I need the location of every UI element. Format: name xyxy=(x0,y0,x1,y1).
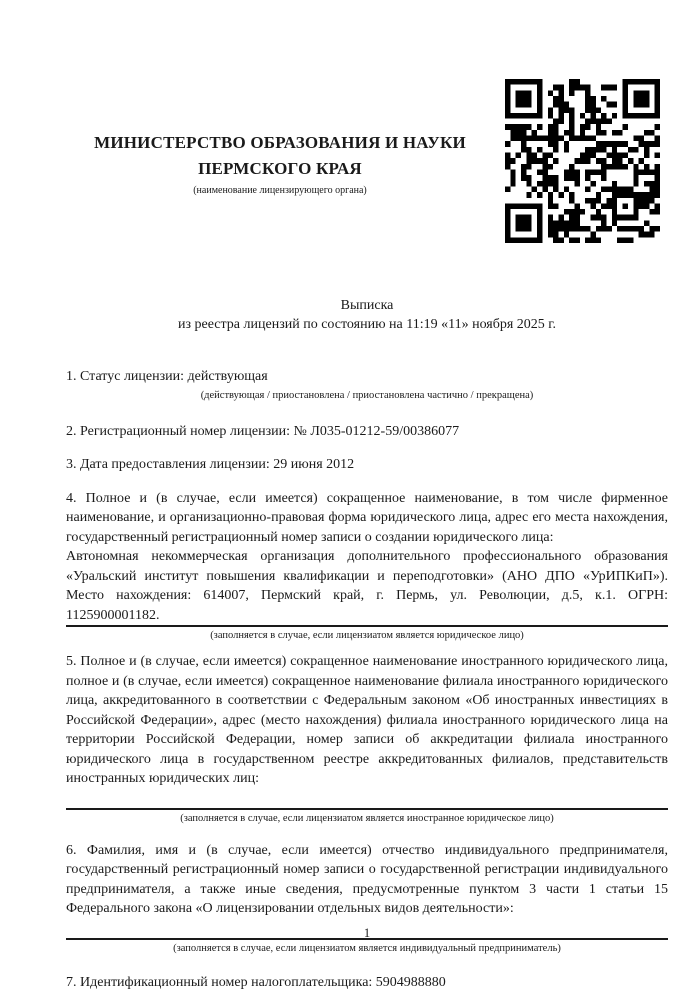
item-taxpayer-number xyxy=(66,973,668,989)
item-registration-number xyxy=(66,422,668,442)
licensing-authority-block xyxy=(66,130,494,197)
foreign-entity-caption: (заполняется в случае, если лицензиатом является иностранное юридическое лицо) xyxy=(180,812,554,824)
taxpayer-number-text: 7. Идентификационный номер налогоплательщика: 5904988880 xyxy=(66,974,446,989)
foreign-entity-text: 5. Полное и (в случае, если имеется) сокращенное наименование иностранного юридического лица, полное и (в случае, если имеется) сокращенное наименование филиала иностранного юридического лица, аккредитованного в соответствии с Федеральным законом «Об иностранных инвестициях в Российской Федерации», адрес (место нахождения) филиала иностранного юридического лица на территории Российской Федерации, номер записи об аккредитации филиала иностранного юридического лица в государственном реестре аккредитованных филиалов, представительств иностранных юридических лиц: xyxy=(66,654,668,786)
qr-code xyxy=(505,79,660,243)
individual-entrepreneur-text: 6. Фамилия, имя и (в случае, если имеется) отчество индивидуального предпринимателя, государственный регистрационный номер записи о государственной регистрации индивидуального предпринимателя, а также иные сведения, предусмотренные пунктом 3 части 1 статьи 15 Федерального закона «О лицензировании отдельных видов деятельности»: xyxy=(66,842,668,916)
individual-entrepreneur-caption: (заполняется в случае, если лицензиатом является индивидуальный предприниматель) xyxy=(173,942,561,954)
license-status-caption: (действующая / приостановлена / приостановлена частично / прекращена) xyxy=(200,389,534,401)
ministry-name-line1: МИНИСТЕРСТВО ОБРАЗОВАНИЯ И НАУКИ xyxy=(94,133,466,152)
document-header xyxy=(0,0,700,250)
item-license-status xyxy=(66,367,668,402)
legal-entity-text: 4. Полное и (в случае, если имеется) сокращенное наименование, в том числе фирменное наименование, и организационно-правовая форма юридического лица, адрес его места нахождения, государственный регистрационный номер записи о создании юридического лица: xyxy=(66,490,668,545)
ministry-name-line2: ПЕРМСКОГО КРАЯ xyxy=(198,159,362,178)
legal-entity-caption: (заполняется в случае, если лицензиатом является юридическое лицо) xyxy=(210,630,524,641)
grant-date-text: 3. Дата предоставления лицензии: 29 июня 2012 xyxy=(66,457,355,472)
page-number: 1 xyxy=(363,926,371,940)
title-line2: из реестра лицензий по состоянию на 11:19 «11» ноября 2025 г. xyxy=(178,317,556,332)
license-status-text: 1. Статус лицензии: действующая xyxy=(66,369,268,384)
document-title xyxy=(66,296,668,334)
title-line1: Выписка xyxy=(340,298,394,313)
ministry-caption: (наименование лицензирующего органа) xyxy=(193,185,367,196)
registration-number-text: 2. Регистрационный номер лицензии: № Л035-01212-59/00386077 xyxy=(66,423,460,439)
item-foreign-entity xyxy=(66,652,668,825)
item-legal-entity xyxy=(66,489,668,643)
legal-entity-value: Автономная некоммерческая организация дополнительного профессионального образования «Уральский институт повышения квалификации и переподготовки» (АНО ДПО «УрИПКиП»). Место нахождения: 614007, Пермский край, г. Пермь, ул. Революции, д.5, к.1. ОГРН: 1125900001182. xyxy=(66,547,668,627)
foreign-entity-blank-field xyxy=(66,795,668,810)
item-grant-date xyxy=(66,455,668,475)
